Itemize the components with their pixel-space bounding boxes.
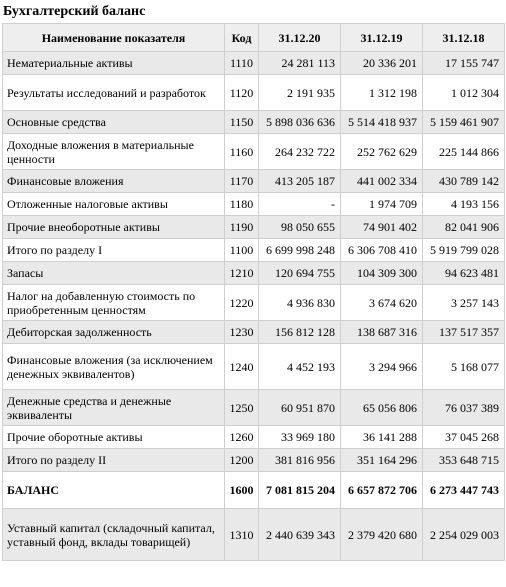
value-2020-cell: 264 232 722 [259,134,341,170]
indicator-name-cell: Основные средства [3,111,225,134]
value-2020-cell: 2 440 639 343 [259,509,341,561]
code-cell: 1170 [225,170,259,193]
table-row [3,170,505,193]
value-2018-cell: 5 168 077 [423,344,505,390]
header-code: Код [225,24,259,52]
value-2020-cell: - [259,193,341,216]
value-2018-cell: 94 623 481 [423,262,505,285]
value-2019-cell: 3 294 966 [341,344,423,390]
code-cell: 1100 [225,239,259,262]
code-cell: 1160 [225,134,259,170]
indicator-name-cell: Результаты исследований и разработок [3,75,225,111]
indicator-name-cell: Нематериальные активы [3,52,225,75]
value-2018-cell: 5 919 799 028 [423,239,505,262]
value-2018-cell: 3 257 143 [423,285,505,321]
indicator-name-cell: Денежные средства и денежные эквиваленты [3,390,225,426]
indicator-name-cell: Финансовые вложения (за исключением денежных эквивалентов) [3,344,225,390]
table-row [3,52,505,75]
indicator-name-cell: Итого по разделу I [3,239,225,262]
value-2019-cell: 1 312 198 [341,75,423,111]
indicator-name-cell: Итого по разделу II [3,449,225,472]
code-cell: 1120 [225,75,259,111]
value-2019-cell: 3 674 620 [341,285,423,321]
table-row [3,262,505,285]
indicator-name-cell: Прочие внеоборотные активы [3,216,225,239]
table-row [3,509,505,561]
value-2019-cell: 74 901 402 [341,216,423,239]
table-row [3,390,505,426]
code-cell: 1190 [225,216,259,239]
value-2018-cell: 6 273 447 743 [423,472,505,509]
table-body [3,52,505,561]
value-2019-cell: 351 164 296 [341,449,423,472]
code-cell: 1110 [225,52,259,75]
value-2019-cell: 1 974 709 [341,193,423,216]
value-2020-cell: 2 191 935 [259,75,341,111]
code-cell: 1220 [225,285,259,321]
header-date-2020: 31.12.20 [259,24,341,52]
value-2019-cell: 20 336 201 [341,52,423,75]
table-row [3,449,505,472]
value-2018-cell: 4 193 156 [423,193,505,216]
indicator-name-cell: Финансовые вложения [3,170,225,193]
value-2020-cell: 413 205 187 [259,170,341,193]
value-2019-cell: 104 309 300 [341,262,423,285]
table-row [3,426,505,449]
table-row [3,111,505,134]
value-2020-cell: 98 050 655 [259,216,341,239]
header-date-2019: 31.12.19 [341,24,423,52]
code-cell: 1230 [225,321,259,344]
value-2018-cell: 137 517 357 [423,321,505,344]
value-2018-cell: 5 159 461 907 [423,111,505,134]
value-2019-cell: 252 762 629 [341,134,423,170]
value-2019-cell: 441 002 334 [341,170,423,193]
indicator-name-cell: Запасы [3,262,225,285]
value-2020-cell: 7 081 815 204 [259,472,341,509]
code-cell: 1180 [225,193,259,216]
value-2018-cell: 37 045 268 [423,426,505,449]
value-2018-cell: 1 012 304 [423,75,505,111]
code-cell: 1260 [225,426,259,449]
indicator-name-cell: Доходные вложения в материальные ценности [3,134,225,170]
table-row [3,75,505,111]
indicator-name-cell: Дебиторская задолженность [3,321,225,344]
value-2019-cell: 6 306 708 410 [341,239,423,262]
header-indicator-name: Наименование показателя [3,24,225,52]
indicator-name-cell: БАЛАНС [3,472,225,509]
code-cell: 1310 [225,509,259,561]
table-row [3,321,505,344]
value-2020-cell: 60 951 870 [259,390,341,426]
value-2020-cell: 120 694 755 [259,262,341,285]
value-2020-cell: 5 898 036 636 [259,111,341,134]
value-2018-cell: 430 789 142 [423,170,505,193]
code-cell: 1240 [225,344,259,390]
value-2018-cell: 82 041 906 [423,216,505,239]
value-2019-cell: 36 141 288 [341,426,423,449]
value-2019-cell: 6 657 872 706 [341,472,423,509]
code-cell: 1210 [225,262,259,285]
code-cell: 1600 [225,472,259,509]
value-2020-cell: 4 936 830 [259,285,341,321]
value-2020-cell: 4 452 193 [259,344,341,390]
value-2019-cell: 2 379 420 680 [341,509,423,561]
value-2019-cell: 5 514 418 937 [341,111,423,134]
indicator-name-cell: Уставный капитал (складочный капитал, уставный фонд, вклады товарищей) [3,509,225,561]
value-2020-cell: 381 816 956 [259,449,341,472]
indicator-name-cell: Прочие оборотные активы [3,426,225,449]
code-cell: 1150 [225,111,259,134]
value-2020-cell: 33 969 180 [259,426,341,449]
value-2019-cell: 138 687 316 [341,321,423,344]
value-2020-cell: 156 812 128 [259,321,341,344]
page-title: Бухгалтерский баланс [3,4,146,19]
table-header-row [3,24,505,52]
value-2020-cell: 24 281 113 [259,52,341,75]
table-row [3,239,505,262]
value-2018-cell: 2 254 029 003 [423,509,505,561]
value-2018-cell: 76 037 389 [423,390,505,426]
value-2018-cell: 225 144 866 [423,134,505,170]
table-row [3,285,505,321]
table-row [3,344,505,390]
table-row [3,134,505,170]
code-cell: 1200 [225,449,259,472]
indicator-name-cell: Отложенные налоговые активы [3,193,225,216]
value-2018-cell: 17 155 747 [423,52,505,75]
table-row [3,472,505,509]
balance-sheet-table [2,23,505,561]
table-row [3,193,505,216]
value-2019-cell: 65 056 806 [341,390,423,426]
value-2018-cell: 353 648 715 [423,449,505,472]
value-2020-cell: 6 699 998 248 [259,239,341,262]
header-date-2018: 31.12.18 [423,24,505,52]
code-cell: 1250 [225,390,259,426]
table-row [3,216,505,239]
indicator-name-cell: Налог на добавленную стоимость по приобретенным ценностям [3,285,225,321]
